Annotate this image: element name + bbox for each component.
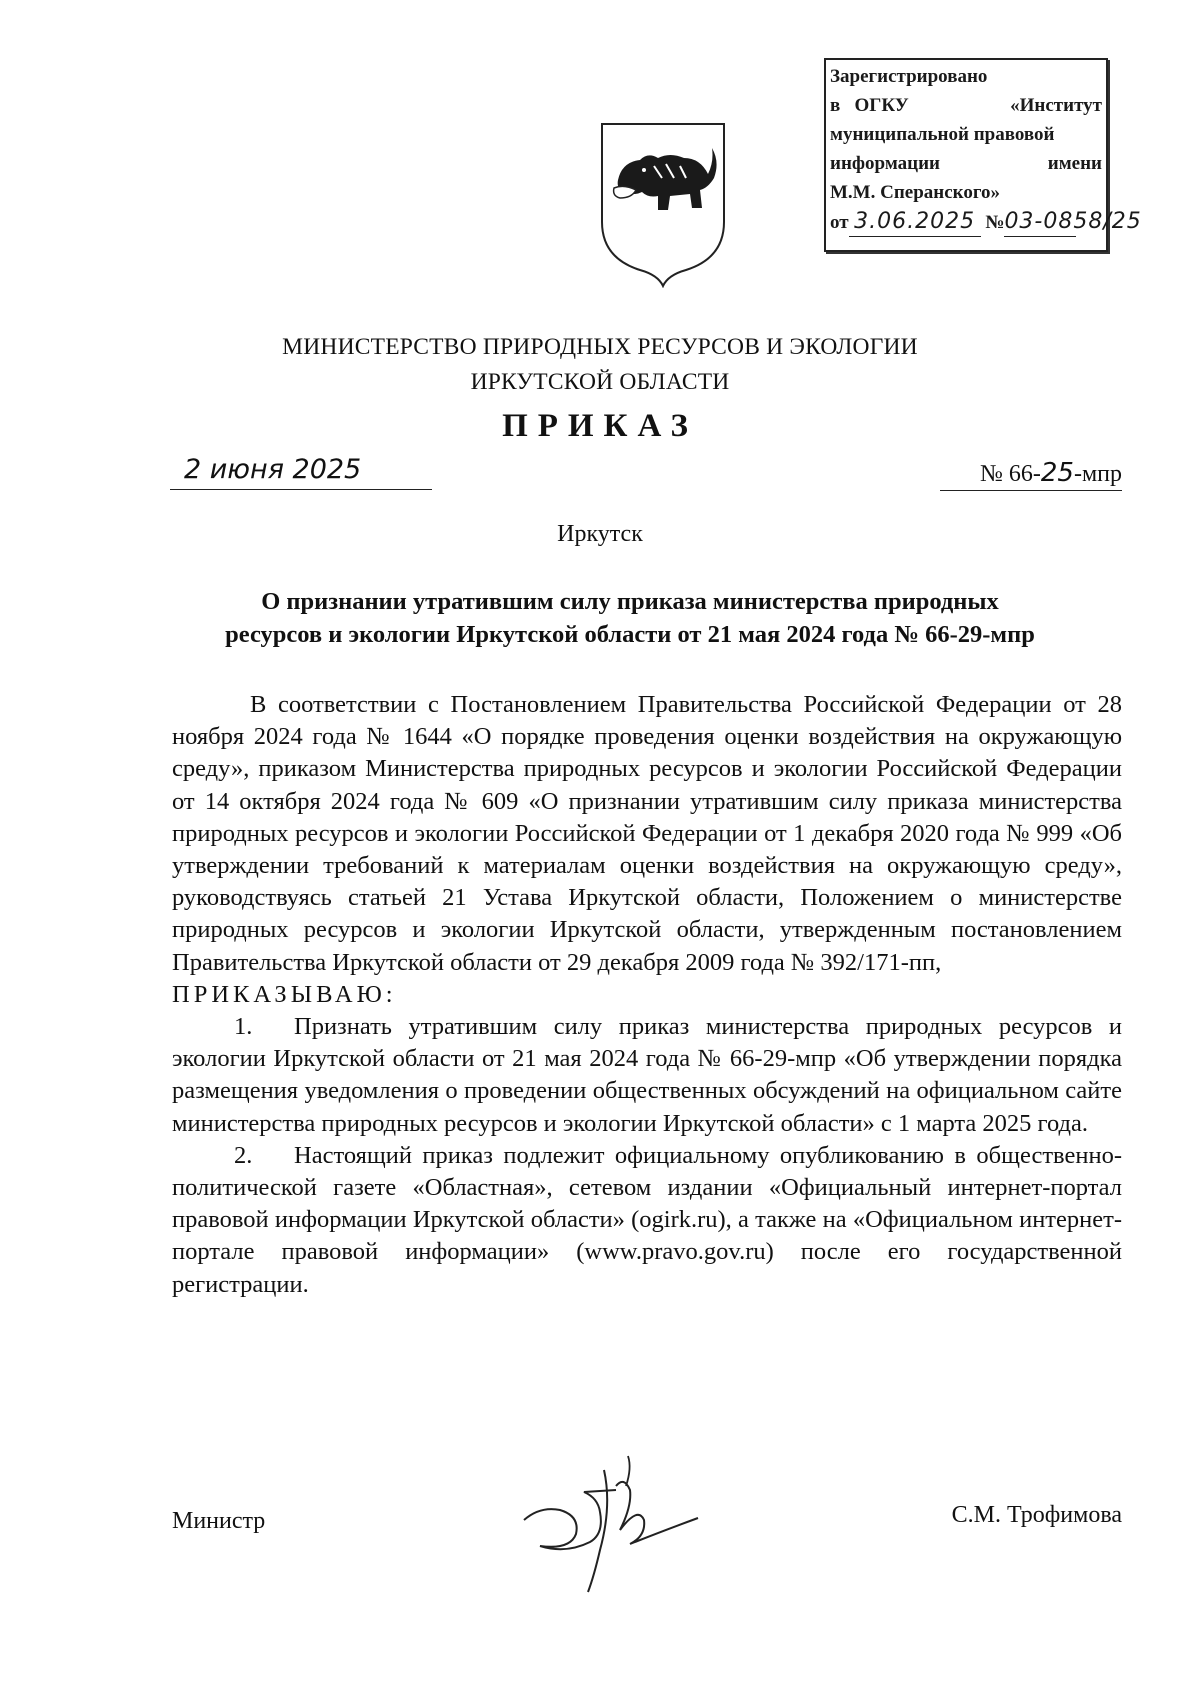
stamp-info: информации: [830, 153, 940, 174]
signatory-name: С.М. Трофимова: [951, 1502, 1122, 1528]
stamp-line-4: [830, 149, 1102, 178]
subject-line-2: ресурсов и экологии Иркутской области от 21 мая 2024 года № 66-29-мпр: [225, 621, 1035, 648]
document-body: [172, 689, 1122, 1301]
stamp-number-label: №: [985, 212, 1005, 233]
stamp-line-3: муниципальной правовой: [830, 124, 1055, 145]
item-number: 1.: [234, 1013, 253, 1041]
order-item-2: [172, 1140, 1122, 1301]
order-number-handwritten: 25: [1040, 458, 1074, 488]
city: Иркутск: [557, 521, 643, 547]
stamp-line-2: [830, 91, 1102, 120]
ministry-line-1: МИНИСТЕРСТВО ПРИРОДНЫХ РЕСУРСОВ И ЭКОЛОГИИ: [282, 334, 918, 360]
order-subject: [150, 585, 1110, 651]
stamp-registration-line: [830, 207, 1142, 237]
preamble-paragraph: В соответствии с Постановлением Правительства Российской Федерации от 28 ноября 2024 года № 1644 «О порядке проведения оценки воздействия на окружающую среду», приказом Министерства природных ресурсов и экологии Российской Федерации от 14 октября 2024 года № 609 «О признании утратившим силу приказа министерства природных ресурсов и экологии Российской Федерации от 1 декабря 2020 года № 999 «Об утверждении требований к материалам оценки воздействия на окружающую среду», руководствуясь статьей 21 Устава Иркутской области, Положением о министерстве природных ресурсов и экологии Иркутской области, утвержденным постановлением Правительства Иркутской области от 29 декабря 2009 года № 392/171-пп,: [172, 691, 1122, 976]
item-number: 2.: [234, 1141, 253, 1169]
stamp-prefix: в: [830, 95, 841, 116]
handwritten-signature: [520, 1446, 720, 1596]
stamp-line-1: Зарегистрировано: [830, 66, 988, 87]
stamp-imeni: имени: [1047, 153, 1102, 174]
order-number-suffix: -мпр: [1073, 461, 1122, 487]
item-text: Признать утратившим силу приказ министерства природных ресурсов и экологии Иркутской области от 21 мая 2024 года № 66-29-мпр «Об утверждении порядка размещения уведомления о проведении общественных обсуждений на официальном сайте министерства природных ресурсов и экологии Иркутской области» с 1 марта 2025 года.: [172, 1013, 1122, 1137]
stamp-number-value: 03-0858/25: [1004, 207, 1076, 237]
stamp-date-label: от: [830, 212, 849, 233]
order-item-1: [172, 1011, 1122, 1140]
subject-line-1: О признании утратившим силу приказа министерства природных: [261, 588, 999, 615]
orders-heading: ПРИКАЗЫВАЮ:: [172, 980, 397, 1008]
order-date: 2 июня 2025: [170, 450, 432, 490]
coat-of-arms-icon: [596, 118, 730, 288]
document-type-title: ПРИКАЗ: [502, 408, 698, 444]
ministry-heading: [200, 330, 1000, 400]
registration-stamp: [824, 58, 1142, 254]
stamp-date-value: 3.06.2025: [849, 207, 981, 237]
order-number-prefix: № 66-: [979, 461, 1041, 487]
stamp-org: ОГКУ: [854, 95, 909, 116]
ministry-line-2: ИРКУТСКОЙ ОБЛАСТИ: [470, 369, 730, 395]
item-text: Настоящий приказ подлежит официальному опубликованию в общественно-политической газете «Областная», сетевом издании «Официальный интернет-портал правовой информации Иркутской области» (ogirk.ru), а также на «Официальном интернет-портале правовой информации» (www.pravo.gov.ru) после его государственной регистрации.: [172, 1141, 1122, 1298]
order-number: [940, 456, 1122, 491]
signatory-role: Министр: [172, 1508, 266, 1534]
stamp-institute: «Институт: [1010, 95, 1102, 116]
stamp-line-5: М.М. Сперанского»: [830, 182, 1001, 203]
